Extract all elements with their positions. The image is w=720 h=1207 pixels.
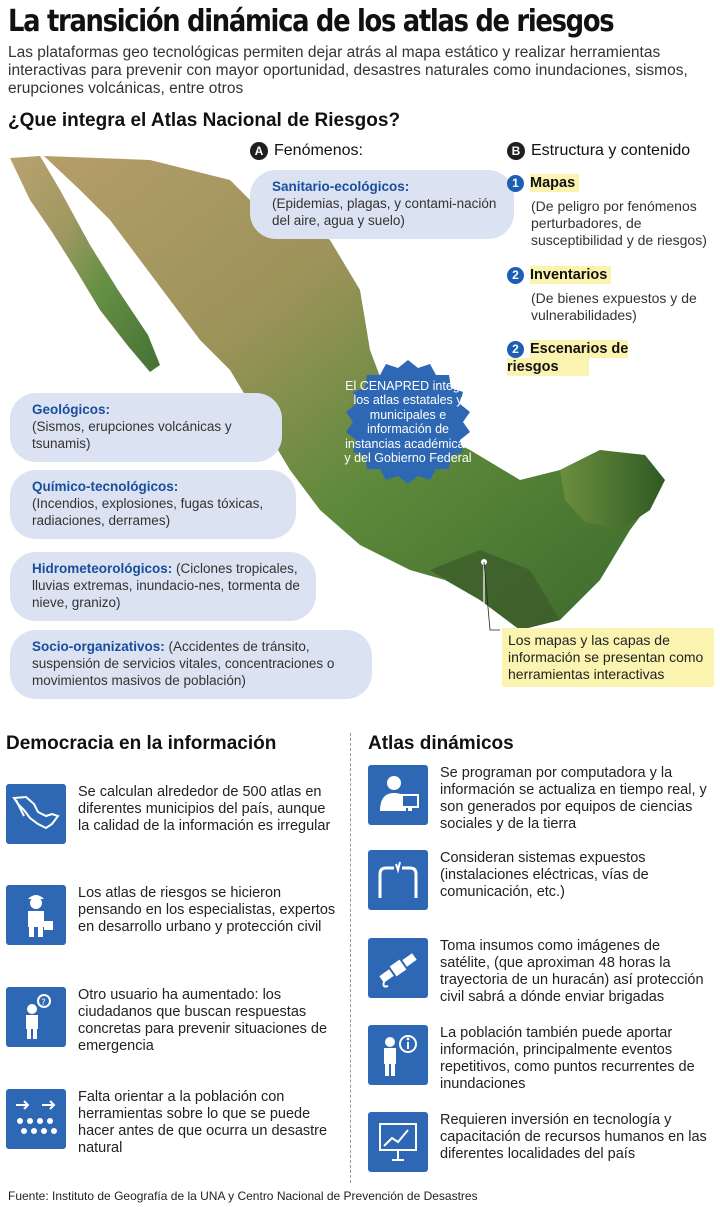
structure-title: Mapas <box>530 174 579 192</box>
phenomenon-hidrometeorologicos <box>10 552 316 621</box>
section-a-header <box>250 142 363 160</box>
item-text: Consideran sistemas expuestos (instalaciones eléctricas, vías de comunicación, etc.) <box>440 850 649 900</box>
democracia-item <box>6 885 336 945</box>
phenomenon-geologicos <box>10 393 282 462</box>
item-text: Se calculan alrededor de 500 atlas en diferentes municipios del país, aunque la calidad de la información es irregular <box>78 784 331 834</box>
section-b-label: Estructura y contenido <box>531 142 691 159</box>
cenapred-seal <box>336 350 480 494</box>
structure-item-escenarios <box>507 340 712 376</box>
atlas-item <box>368 850 713 910</box>
atlas-title: Atlas dinámicos <box>368 733 514 754</box>
intro-text: Las plataformas geo tecnológicas permiten dejar atrás al mapa estático y realizar herramientas interactivas para prevenir con mayor oportunidad, desastres naturales como inundaciones, sismos, erupciones volcánicas, entre otros <box>8 44 688 97</box>
question-person-icon <box>6 987 66 1047</box>
column-divider <box>350 733 351 1183</box>
structure-desc: (De bienes expuestos y de vulnerabilidades) <box>531 290 697 323</box>
phenomenon-sanitario <box>250 170 514 239</box>
item-text: Falta orientar a la población con herramientas sobre lo que se puede hacer antes de que ocurra un desastre natural <box>78 1089 328 1156</box>
phenomenon-quimico <box>10 470 296 539</box>
phenomenon-name: Sanitario-ecológicos: <box>272 179 410 194</box>
structure-desc: (De peligro por fenómenos perturbadores, de susceptibilidad y de riesgos) <box>531 198 707 248</box>
phenomenon-name: Geológicos: <box>32 402 111 417</box>
computer-user-icon <box>368 765 428 825</box>
phenomenon-name: Socio-organizativos: <box>32 639 165 654</box>
source-note: Fuente: Instituto de Geografía de la UNA y Centro Nacional de Prevención de Desastres <box>8 1189 478 1203</box>
page-title: La transición dinámica de los atlas de riesgos <box>8 4 614 39</box>
atlas-item <box>368 938 713 1006</box>
atlas-item <box>368 1112 713 1172</box>
broken-cable-icon <box>368 850 428 910</box>
structure-item-mapas <box>507 174 712 249</box>
cenapred-text: El CENAPRED integra los atlas estatales y municipales e información de instancias académicas y del Gobierno Federal <box>344 378 472 465</box>
engineer-icon <box>6 885 66 945</box>
phenomenon-socio <box>10 630 372 699</box>
democracia-item <box>6 987 336 1055</box>
atlas-item <box>368 1025 713 1093</box>
phenomenon-desc: (Epidemias, plagas, y contami-nación del aire, agua y suelo) <box>272 196 497 228</box>
section-a-badge: A <box>250 142 268 160</box>
phenomenon-name: Químico-tecnológicos: <box>32 479 179 494</box>
democracia-item <box>6 1089 336 1157</box>
section-b-badge: B <box>507 142 525 160</box>
structure-number: 2 <box>507 267 524 284</box>
phenomenon-desc: (Sismos, erupciones volcánicas y tsunamis) <box>32 419 232 451</box>
presentation-chart-icon <box>368 1112 428 1172</box>
item-text: La población también puede aportar información, principalmente eventos repetitivos, como puntos recurrentes de inundaciones <box>440 1025 695 1092</box>
structure-title: Escenarios de riesgos <box>507 341 629 375</box>
maps-note: Los mapas y las capas de información se presentan como herramientas interactivas <box>502 628 714 687</box>
atlas-item <box>368 765 713 833</box>
phenomenon-desc: (Ciclones tropicales, lluvias extremas, inundacio-nes, tormenta de nieve, granizo) <box>32 561 300 610</box>
svg-text:?: ? <box>41 998 46 1008</box>
item-text: Se programan por computadora y la información se actualiza en tiempo real, y son generados por equipos de ciencias sociales y de la tierra <box>440 765 707 832</box>
item-text: Otro usuario ha aumentado: los ciudadanos que buscan respuestas concretas para prevenir situaciones de emergencia <box>78 987 328 1054</box>
item-text: Requieren inversión en tecnología y capacitación de recursos humanos en las diferentes localidades del país <box>440 1112 707 1162</box>
person-info-icon <box>368 1025 428 1085</box>
structure-number: 1 <box>507 175 524 192</box>
democracia-item <box>6 784 336 844</box>
section-question: ¿Que integra el Atlas Nacional de Riesgos? <box>8 110 401 131</box>
item-text: Los atlas de riesgos se hicieron pensando en los especialistas, expertos en desarrollo urbano y protección civil <box>78 885 336 935</box>
mexico-map-icon <box>6 784 66 844</box>
phenomenon-desc: (Accidentes de tránsito, suspensión de servicios vitales, concentraciones o movimientos masivos de población) <box>32 639 335 688</box>
phenomenon-name: Hidrometeorológicos: <box>32 561 173 576</box>
democracia-title: Democracia en la información <box>6 733 277 754</box>
satellite-icon <box>368 938 428 998</box>
section-b-header <box>507 142 690 160</box>
structure-title: Inventarios <box>530 266 611 284</box>
crowd-icon <box>6 1089 66 1149</box>
item-text: Toma insumos como imágenes de satélite, (que aproximan 48 horas la trayectoria de un huracán) así protección civil sabrá a dónde enviar brigadas <box>440 938 704 1005</box>
structure-number: 2 <box>507 341 524 358</box>
structure-item-inventarios <box>507 266 712 324</box>
phenomenon-desc: (Incendios, explosiones, fugas tóxicas, radiaciones, derrames) <box>32 496 264 528</box>
section-a-label: Fenómenos: <box>274 142 363 159</box>
